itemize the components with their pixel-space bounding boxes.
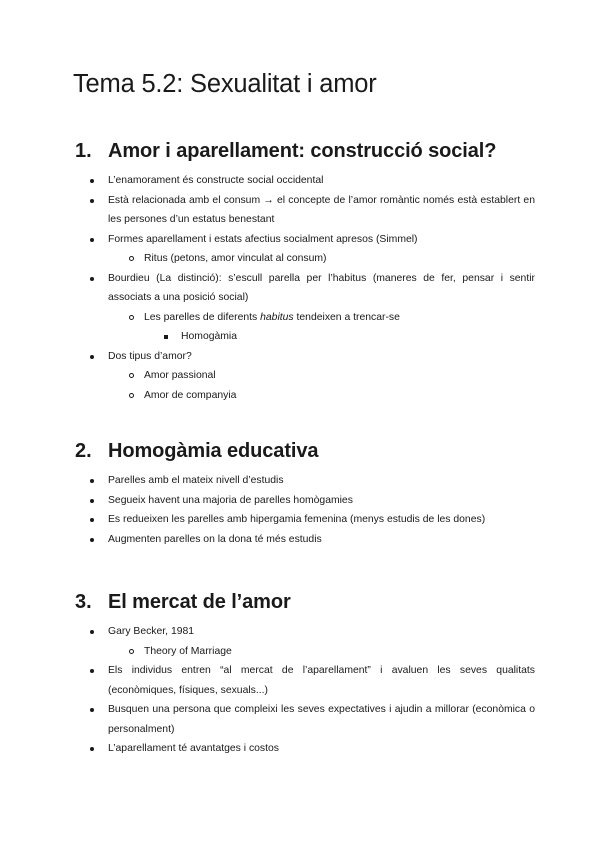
bullet-dot-icon [90, 199, 94, 203]
list-item: Theory of Marriage [75, 642, 535, 662]
list-item: Amor de companyia [75, 386, 535, 406]
section-1 [75, 140, 535, 405]
list-item: Ritus (petons, amor vinculat al consum) [75, 249, 535, 269]
list-item: Parelles amb el mateix nivell d’estudis [75, 471, 535, 491]
bullet-list [75, 471, 535, 549]
list-item: Es redueixen les parelles amb hipergamia femenina (menys estudis de les dones) [75, 510, 535, 530]
bullet-circle-icon [129, 373, 134, 378]
list-item: Busquen una persona que compleixi les seves expectatives i ajudin a millorar (econòmica o personalment) [75, 700, 535, 739]
list-item: Formes aparellament i estats afectius socialment apresos (Simmel) [75, 230, 535, 250]
bullet-dot-icon [90, 277, 94, 281]
italic-term: habitus [260, 311, 294, 323]
bullet-circle-icon [129, 315, 134, 320]
list-item: Està relacionada amb el consum → el concepte de l’amor romàntic només està establert en les persones d’un estatus benestant [75, 191, 535, 230]
bullet-dot-icon [90, 708, 94, 712]
bullet-square-icon [164, 335, 168, 339]
list-item: Els individus entren “al mercat de l’aparellament” i avaluen les seves qualitats (econòmiques, físiques, sexuals...) [75, 661, 535, 700]
list-item: Homogàmia [75, 327, 535, 347]
bullet-dot-icon [90, 179, 94, 183]
section-title: Amor i aparellament: construcció social? [108, 140, 497, 162]
bullet-dot-icon [90, 747, 94, 751]
bullet-circle-icon [129, 256, 134, 261]
bullet-dot-icon [90, 630, 94, 634]
list-item: L’enamorament és constructe social occidental [75, 171, 535, 191]
bullet-list [75, 171, 535, 405]
bullet-dot-icon [90, 499, 94, 503]
bullet-circle-icon [129, 393, 134, 398]
list-item: Amor passional [75, 366, 535, 386]
section-heading [75, 140, 535, 168]
bullet-list [75, 622, 535, 759]
page-title: Tema 5.2: Sexualitat i amor [73, 70, 377, 98]
bullet-circle-icon [129, 649, 134, 654]
section-title: El mercat de l’amor [108, 591, 291, 613]
list-item: Bourdieu (La distinció): s’escull parella per l’habitus (maneres de fer, pensar i sentir associats a una posició social) [75, 269, 535, 308]
section-title: Homogàmia educativa [108, 440, 319, 462]
bullet-dot-icon [90, 479, 94, 483]
bullet-dot-icon [90, 518, 94, 522]
section-number: 2. [75, 440, 92, 462]
bullet-dot-icon [90, 238, 94, 242]
section-number: 1. [75, 140, 92, 162]
section-3 [75, 591, 535, 759]
list-item: Les parelles de diferents habitus tendeixen a trencar-se [75, 308, 535, 328]
list-item: Augmenten parelles on la dona té més estudis [75, 530, 535, 550]
bullet-dot-icon [90, 538, 94, 542]
section-2 [75, 440, 535, 549]
list-item: Dos tipus d’amor? [75, 347, 535, 367]
section-heading [75, 591, 535, 619]
list-item: Segueix havent una majoria de parelles homògamies [75, 491, 535, 511]
bullet-dot-icon [90, 669, 94, 673]
section-heading [75, 440, 535, 468]
bullet-dot-icon [90, 355, 94, 359]
section-number: 3. [75, 591, 92, 613]
list-item: Gary Becker, 1981 [75, 622, 535, 642]
list-item: L’aparellament té avantatges i costos [75, 739, 535, 759]
